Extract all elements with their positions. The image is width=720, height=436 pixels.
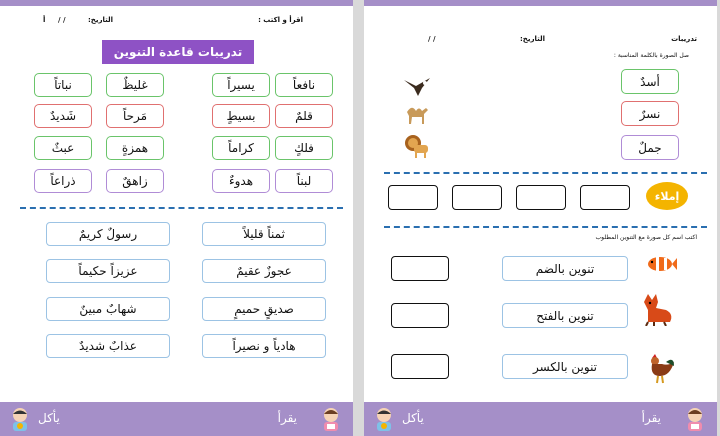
match-word-card: نسرٌ — [621, 101, 679, 126]
phrase-card: صديقٍ حميمٍ — [202, 297, 326, 321]
page-footer — [364, 402, 717, 436]
eating-child-icon — [373, 406, 395, 432]
word-card: ذراعاً — [34, 169, 92, 193]
word-card: نباتاً — [34, 73, 92, 97]
section-divider — [384, 226, 707, 228]
word-card: غليظٌ — [106, 73, 164, 97]
tanween-label-card: تنوين بالضم — [502, 256, 628, 281]
phrase-card: رسولٌ كريمٌ — [46, 222, 170, 246]
section-divider — [20, 207, 343, 209]
date-corner: أ — [43, 16, 46, 24]
match-word-card: أسدٌ — [621, 69, 679, 94]
phrase-card: عزيزاً حكيماً — [46, 259, 170, 283]
match-word-card: جملٌ — [621, 135, 679, 160]
word-card: يسيراً — [212, 73, 270, 97]
title-band: تدريبات قاعدة التنوين — [102, 40, 254, 64]
section-divider — [384, 172, 707, 174]
date-label: التاريخ: — [519, 35, 545, 43]
word-card: زاهقٌ — [106, 169, 164, 193]
word-card: قلمٌ — [275, 104, 333, 128]
word-card: كراماً — [212, 136, 270, 160]
page-footer — [0, 402, 353, 436]
word-card: هدوءٌ — [212, 169, 270, 193]
word-card: لبناً — [275, 169, 333, 193]
word-card: فلكٍ — [275, 136, 333, 160]
write-instruction: اكتب اسم كل صورة مع التنوين المطلوب — [595, 234, 697, 241]
answer-box-fatha[interactable] — [391, 303, 449, 328]
right-worksheet-page — [364, 0, 717, 436]
footer-eat-label: يأكل — [38, 411, 60, 425]
date-slashes: / / — [58, 16, 66, 24]
dictation-answer-box[interactable] — [388, 185, 438, 210]
imla-badge: إملاء — [646, 182, 688, 210]
word-card: مَرحاً — [106, 104, 164, 128]
tanween-label-card: تنوين بالكسر — [502, 354, 628, 379]
phrase-card: عذابٌ شديدٌ — [46, 334, 170, 358]
top-band — [364, 0, 717, 6]
tanween-label-card: تنوين بالفتح — [502, 303, 628, 328]
eating-child-icon — [9, 406, 31, 432]
match-instruction: صل الصورة بالكلمة المناسبة : — [613, 52, 689, 59]
word-card: عبثٌ — [34, 136, 92, 160]
eagle-icon — [402, 76, 432, 98]
word-card: شَديدٌ — [34, 104, 92, 128]
rooster-icon — [646, 352, 676, 384]
word-card: همزةٍ — [106, 136, 164, 160]
top-band — [0, 0, 353, 6]
phrase-card: عجوزٌ عقيمٌ — [202, 259, 326, 283]
header-title: تدريبات — [671, 35, 697, 43]
word-card: بسيطٍ — [212, 104, 270, 128]
dictation-answer-box[interactable] — [516, 185, 566, 210]
dictation-answer-box[interactable] — [452, 185, 502, 210]
phrase-card: ثمناً قليلاً — [202, 222, 326, 246]
footer-eat-label: يأكل — [402, 411, 424, 425]
phrase-card: هادياً و نصيراً — [202, 334, 326, 358]
phrase-card: شهابٌ مبينٌ — [46, 297, 170, 321]
clownfish-icon — [646, 255, 678, 273]
reading-child-icon — [684, 406, 706, 432]
lion-icon — [404, 133, 430, 159]
header-title: اقرأ و اكتب : — [258, 16, 303, 24]
camel-icon — [404, 102, 430, 126]
dictation-answer-box[interactable] — [580, 185, 630, 210]
answer-box-damma[interactable] — [391, 256, 449, 281]
fox-icon — [640, 292, 676, 326]
footer-read-label: يقرأ — [277, 411, 297, 425]
date-label: التاريخ: — [87, 16, 113, 24]
word-card: نافعاً — [275, 73, 333, 97]
date-slashes: / / — [428, 35, 436, 43]
reading-child-icon — [320, 406, 342, 432]
left-worksheet-page — [0, 0, 353, 436]
footer-read-label: يقرأ — [641, 411, 661, 425]
answer-box-kasra[interactable] — [391, 354, 449, 379]
